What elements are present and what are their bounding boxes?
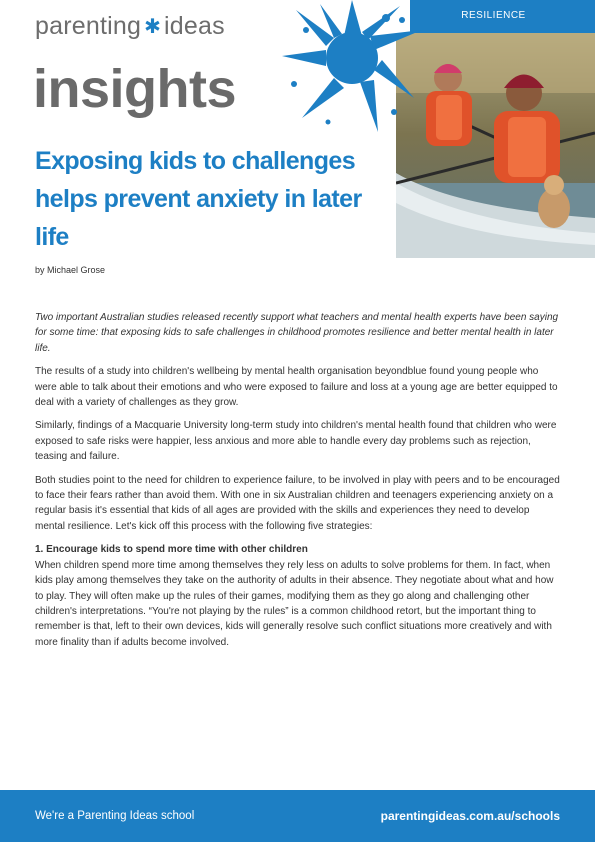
section-heading: 1. Encourage kids to spend more time with other children: [35, 544, 308, 556]
brand-logo: [35, 12, 225, 41]
hero-photo: [396, 33, 595, 258]
category-tag-label: RESILIENCE: [461, 10, 526, 21]
brand-word-parenting: parenting: [35, 12, 142, 40]
series-title: insights: [33, 59, 237, 119]
category-tag: [410, 0, 595, 33]
article-byline: by Michael Grose: [35, 265, 106, 275]
article-title: Exposing kids to challenges helps prevent anxiety in later life: [35, 147, 362, 251]
article-body: [35, 310, 561, 658]
footer-bar: [0, 790, 595, 842]
paint-splash-icon: [282, 0, 422, 132]
body-paragraph: Similarly, findings of a Macquarie University long-term study into children's mental health found that children who were exposed to safe risks were happier, less anxious and more able to handle every day problems such as rejection, teasing and failure.: [35, 420, 557, 463]
footer-link[interactable]: parentingideas.com.au/schools: [380, 809, 560, 823]
footer-school-label: We're a Parenting Ideas school: [35, 810, 195, 822]
asterisk-star-icon: ✱: [144, 16, 162, 38]
section-paragraph: When children spend more time among themselves they rely less on adults to solve problems for them. In fact, when kids play among themselves they take on the authority of adults in their absence. They negotiate about what and how to play. They will often make up the rules of their games, modifying them as they go along and challenging other children's interpretations. “You're not playing by the rules” is a common childhood retort, but the important thing to remember is that, left to their own devices, kids will generally resolve such conflict situations more creatively and with more finality than if adults become involved.: [35, 559, 554, 648]
body-paragraph: The results of a study into children's wellbeing by mental health organisation beyondblue found young people who were able to talk about their emotions and who were exposed to failure and loss at a young age are better equipped to deal with a variety of challenges as they grow.: [35, 366, 558, 409]
body-paragraph: Both studies point to the need for children to experience failure, to be involved in play with peers and to be encouraged to face their fears rather than avoid them. With one in six Australian children and teenagers experiencing anxiety on a regular basis it's essential that kids of all ages are provided with the skills and experiences they need to develop mental resilience. Let's kick off this process with the following five strategies:: [35, 474, 560, 532]
intro-paragraph: Two important Australian studies released recently support what teachers and mental health experts have been saying for some time: that exposing kids to safe challenges in childhood promotes resilience and better mental health in later life.: [35, 312, 559, 354]
brand-word-ideas: ideas: [164, 12, 225, 40]
kids-kayaking-illustration: [396, 33, 595, 258]
